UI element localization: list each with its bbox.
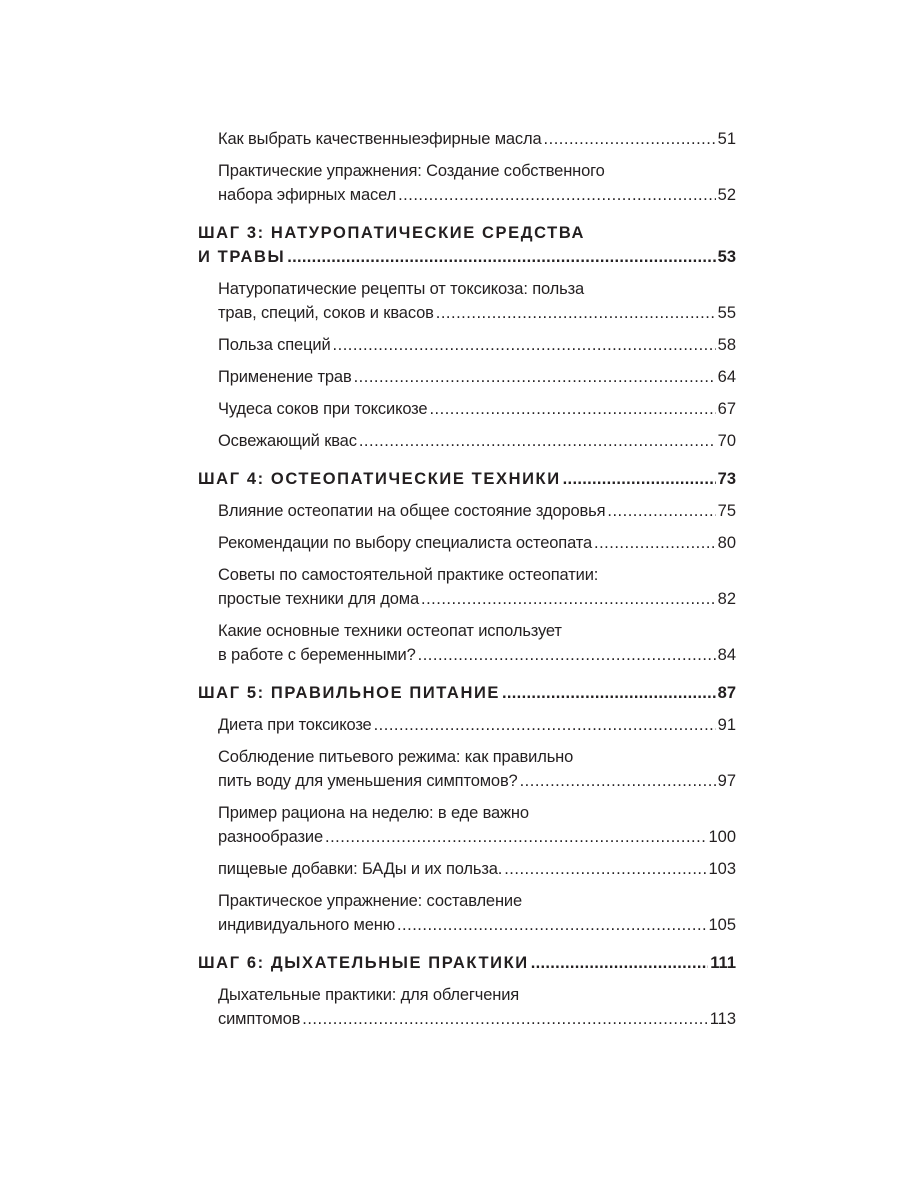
toc-entry-line (218, 801, 736, 825)
toc-entry-title: Пример рациона на неделю: в еде важно (218, 804, 529, 822)
toc-section-entry[interactable] (198, 889, 736, 937)
toc-chapter-entry[interactable] (198, 221, 736, 269)
toc-entry-line (218, 499, 736, 523)
toc-section-entry[interactable] (198, 365, 736, 389)
toc-page-number: 103 (708, 860, 736, 878)
toc-entry-line (218, 857, 736, 881)
toc-page-number: 55 (717, 304, 736, 322)
toc-entry-title: Диета при токсикозе (218, 716, 372, 734)
toc-entry-line (198, 245, 736, 269)
toc-page-number: 87 (717, 684, 736, 702)
leader-dots (520, 769, 716, 793)
toc-section-entry[interactable] (198, 397, 736, 421)
toc-entry-line (198, 951, 736, 975)
toc-page-number: 58 (717, 336, 736, 354)
toc-page-number: 100 (708, 828, 736, 846)
toc-chapter-entry[interactable] (198, 681, 736, 705)
toc-section-entry[interactable] (198, 857, 736, 881)
toc-entry-title: Освежающий квас (218, 432, 357, 450)
toc-entry-line (198, 681, 736, 705)
toc-section-entry[interactable] (198, 333, 736, 357)
toc-entry-title: Натуропатические рецепты от токсикоза: польза (218, 280, 585, 298)
toc-section-entry[interactable] (198, 745, 736, 793)
leader-dots (421, 587, 716, 611)
toc-entry-line (218, 713, 736, 737)
toc-entry-line (198, 221, 736, 245)
leader-dots (398, 183, 716, 207)
leader-dots (502, 681, 716, 705)
toc-section-entry[interactable] (198, 429, 736, 453)
leader-dots (429, 397, 715, 421)
toc-entry-line (198, 467, 736, 491)
toc-page-number: 105 (708, 916, 736, 934)
toc-page-number: 113 (709, 1010, 736, 1028)
toc-section-entry[interactable] (198, 713, 736, 737)
toc-entry-title: пищевые добавки: БАДы и их польза. (218, 860, 503, 878)
toc-entry-title: Дыхательные практики: для облегчения (218, 986, 520, 1004)
toc-entry-line (218, 643, 736, 667)
toc-entry-title: ШАГ 4: ОСТЕОПАТИЧЕСКИЕ ТЕХНИКИ (198, 470, 561, 488)
leader-dots (397, 913, 707, 937)
toc-entry-line (218, 365, 736, 389)
leader-dots (607, 499, 715, 523)
toc-page-number: 80 (717, 534, 736, 552)
toc-entry-line (218, 745, 736, 769)
toc-chapter-entry[interactable] (198, 467, 736, 491)
leader-dots (333, 333, 716, 357)
leader-dots (325, 825, 706, 849)
leader-dots (563, 467, 716, 491)
toc-entry-line (218, 301, 736, 325)
leader-dots (531, 951, 709, 975)
toc-entry-title: в работе с беременными? (218, 646, 416, 664)
toc-page-number: 75 (717, 502, 736, 520)
toc-entry-line (218, 983, 736, 1007)
toc-entry-title: ШАГ 3: НАТУРОПАТИЧЕСКИЕ СРЕДСТВА (198, 224, 586, 242)
toc-entry-line (218, 183, 736, 207)
toc-entry-title: трав, специй, соков и квасов (218, 304, 434, 322)
toc-entry-title: Практические упражнения: Создание собственного (218, 162, 605, 180)
toc-entry-line (218, 825, 736, 849)
toc-entry-line (218, 397, 736, 421)
toc-section-entry[interactable] (198, 127, 736, 151)
toc-page-number: 111 (710, 954, 736, 972)
toc-entry-line (218, 1007, 736, 1031)
toc-entry-line (218, 531, 736, 555)
toc-entry-title: набора эфирных масел (218, 186, 397, 204)
toc-entry-title: Чудеса соков при токсикозе (218, 400, 428, 418)
toc-entry-title: Рекомендации по выбору специалиста остеопата (218, 534, 592, 552)
toc-entry-title: Влияние остеопатии на общее состояние здоровья (218, 502, 606, 520)
toc-page-number: 91 (717, 716, 736, 734)
toc-entry-line (218, 587, 736, 611)
leader-dots (287, 245, 715, 269)
toc-entry-title: Польза специй (218, 336, 331, 354)
toc-entry-title: Какие основные техники остеопат использует (218, 622, 562, 640)
toc-section-entry[interactable] (198, 531, 736, 555)
toc-page-number: 53 (717, 248, 736, 266)
leader-dots (436, 301, 716, 325)
toc-chapter-entry[interactable] (198, 951, 736, 975)
toc-entry-line (218, 159, 736, 183)
leader-dots (354, 365, 716, 389)
table-of-contents (198, 127, 736, 1039)
toc-page-number: 51 (717, 130, 736, 148)
leader-dots (418, 643, 716, 667)
toc-page-number: 97 (717, 772, 736, 790)
toc-entry-title: Соблюдение питьевого режима: как правильно (218, 748, 574, 766)
leader-dots (544, 127, 716, 151)
toc-entry-title: Как выбрать качественныеэфирные масла (218, 130, 542, 148)
toc-page-number: 52 (717, 186, 736, 204)
leader-dots (302, 1007, 707, 1031)
leader-dots (594, 531, 716, 555)
toc-entry-title: Применение трав (218, 368, 352, 386)
toc-entry-title: разнообразие (218, 828, 323, 846)
toc-section-entry[interactable] (198, 983, 736, 1031)
toc-entry-line (218, 563, 736, 587)
toc-section-entry[interactable] (198, 499, 736, 523)
toc-page-number: 70 (717, 432, 736, 450)
toc-page-number: 84 (717, 646, 736, 664)
toc-entry-line (218, 277, 736, 301)
toc-page-number: 67 (717, 400, 736, 418)
toc-page-number: 73 (717, 470, 736, 488)
toc-entry-line (218, 429, 736, 453)
toc-section-entry[interactable] (198, 801, 736, 849)
leader-dots (374, 713, 716, 737)
toc-entry-title: Практическое упражнение: составление (218, 892, 522, 910)
leader-dots (504, 857, 706, 881)
toc-entry-line (218, 619, 736, 643)
toc-entry-title: И ТРАВЫ (198, 248, 286, 266)
toc-entry-line (218, 889, 736, 913)
toc-page-number: 82 (717, 590, 736, 608)
toc-page-number: 64 (717, 368, 736, 386)
leader-dots (359, 429, 716, 453)
toc-entry-line (218, 127, 736, 151)
toc-entry-title: ШАГ 5: ПРАВИЛЬНОЕ ПИТАНИЕ (198, 684, 501, 702)
toc-entry-title: пить воду для уменьшения симптомов? (218, 772, 518, 790)
toc-entry-title: индивидуального меню (218, 916, 395, 934)
toc-section-entry[interactable] (198, 619, 736, 667)
toc-entry-title: Советы по самостоятельной практике остеопатии: (218, 566, 599, 584)
toc-section-entry[interactable] (198, 159, 736, 207)
toc-section-entry[interactable] (198, 277, 736, 325)
toc-entry-title: симптомов (218, 1010, 301, 1028)
toc-entry-title: ШАГ 6: ДЫХАТЕЛЬНЫЕ ПРАКТИКИ (198, 954, 529, 972)
toc-entry-line (218, 769, 736, 793)
toc-section-entry[interactable] (198, 563, 736, 611)
toc-entry-line (218, 333, 736, 357)
toc-entry-line (218, 913, 736, 937)
toc-entry-title: простые техники для дома (218, 590, 419, 608)
